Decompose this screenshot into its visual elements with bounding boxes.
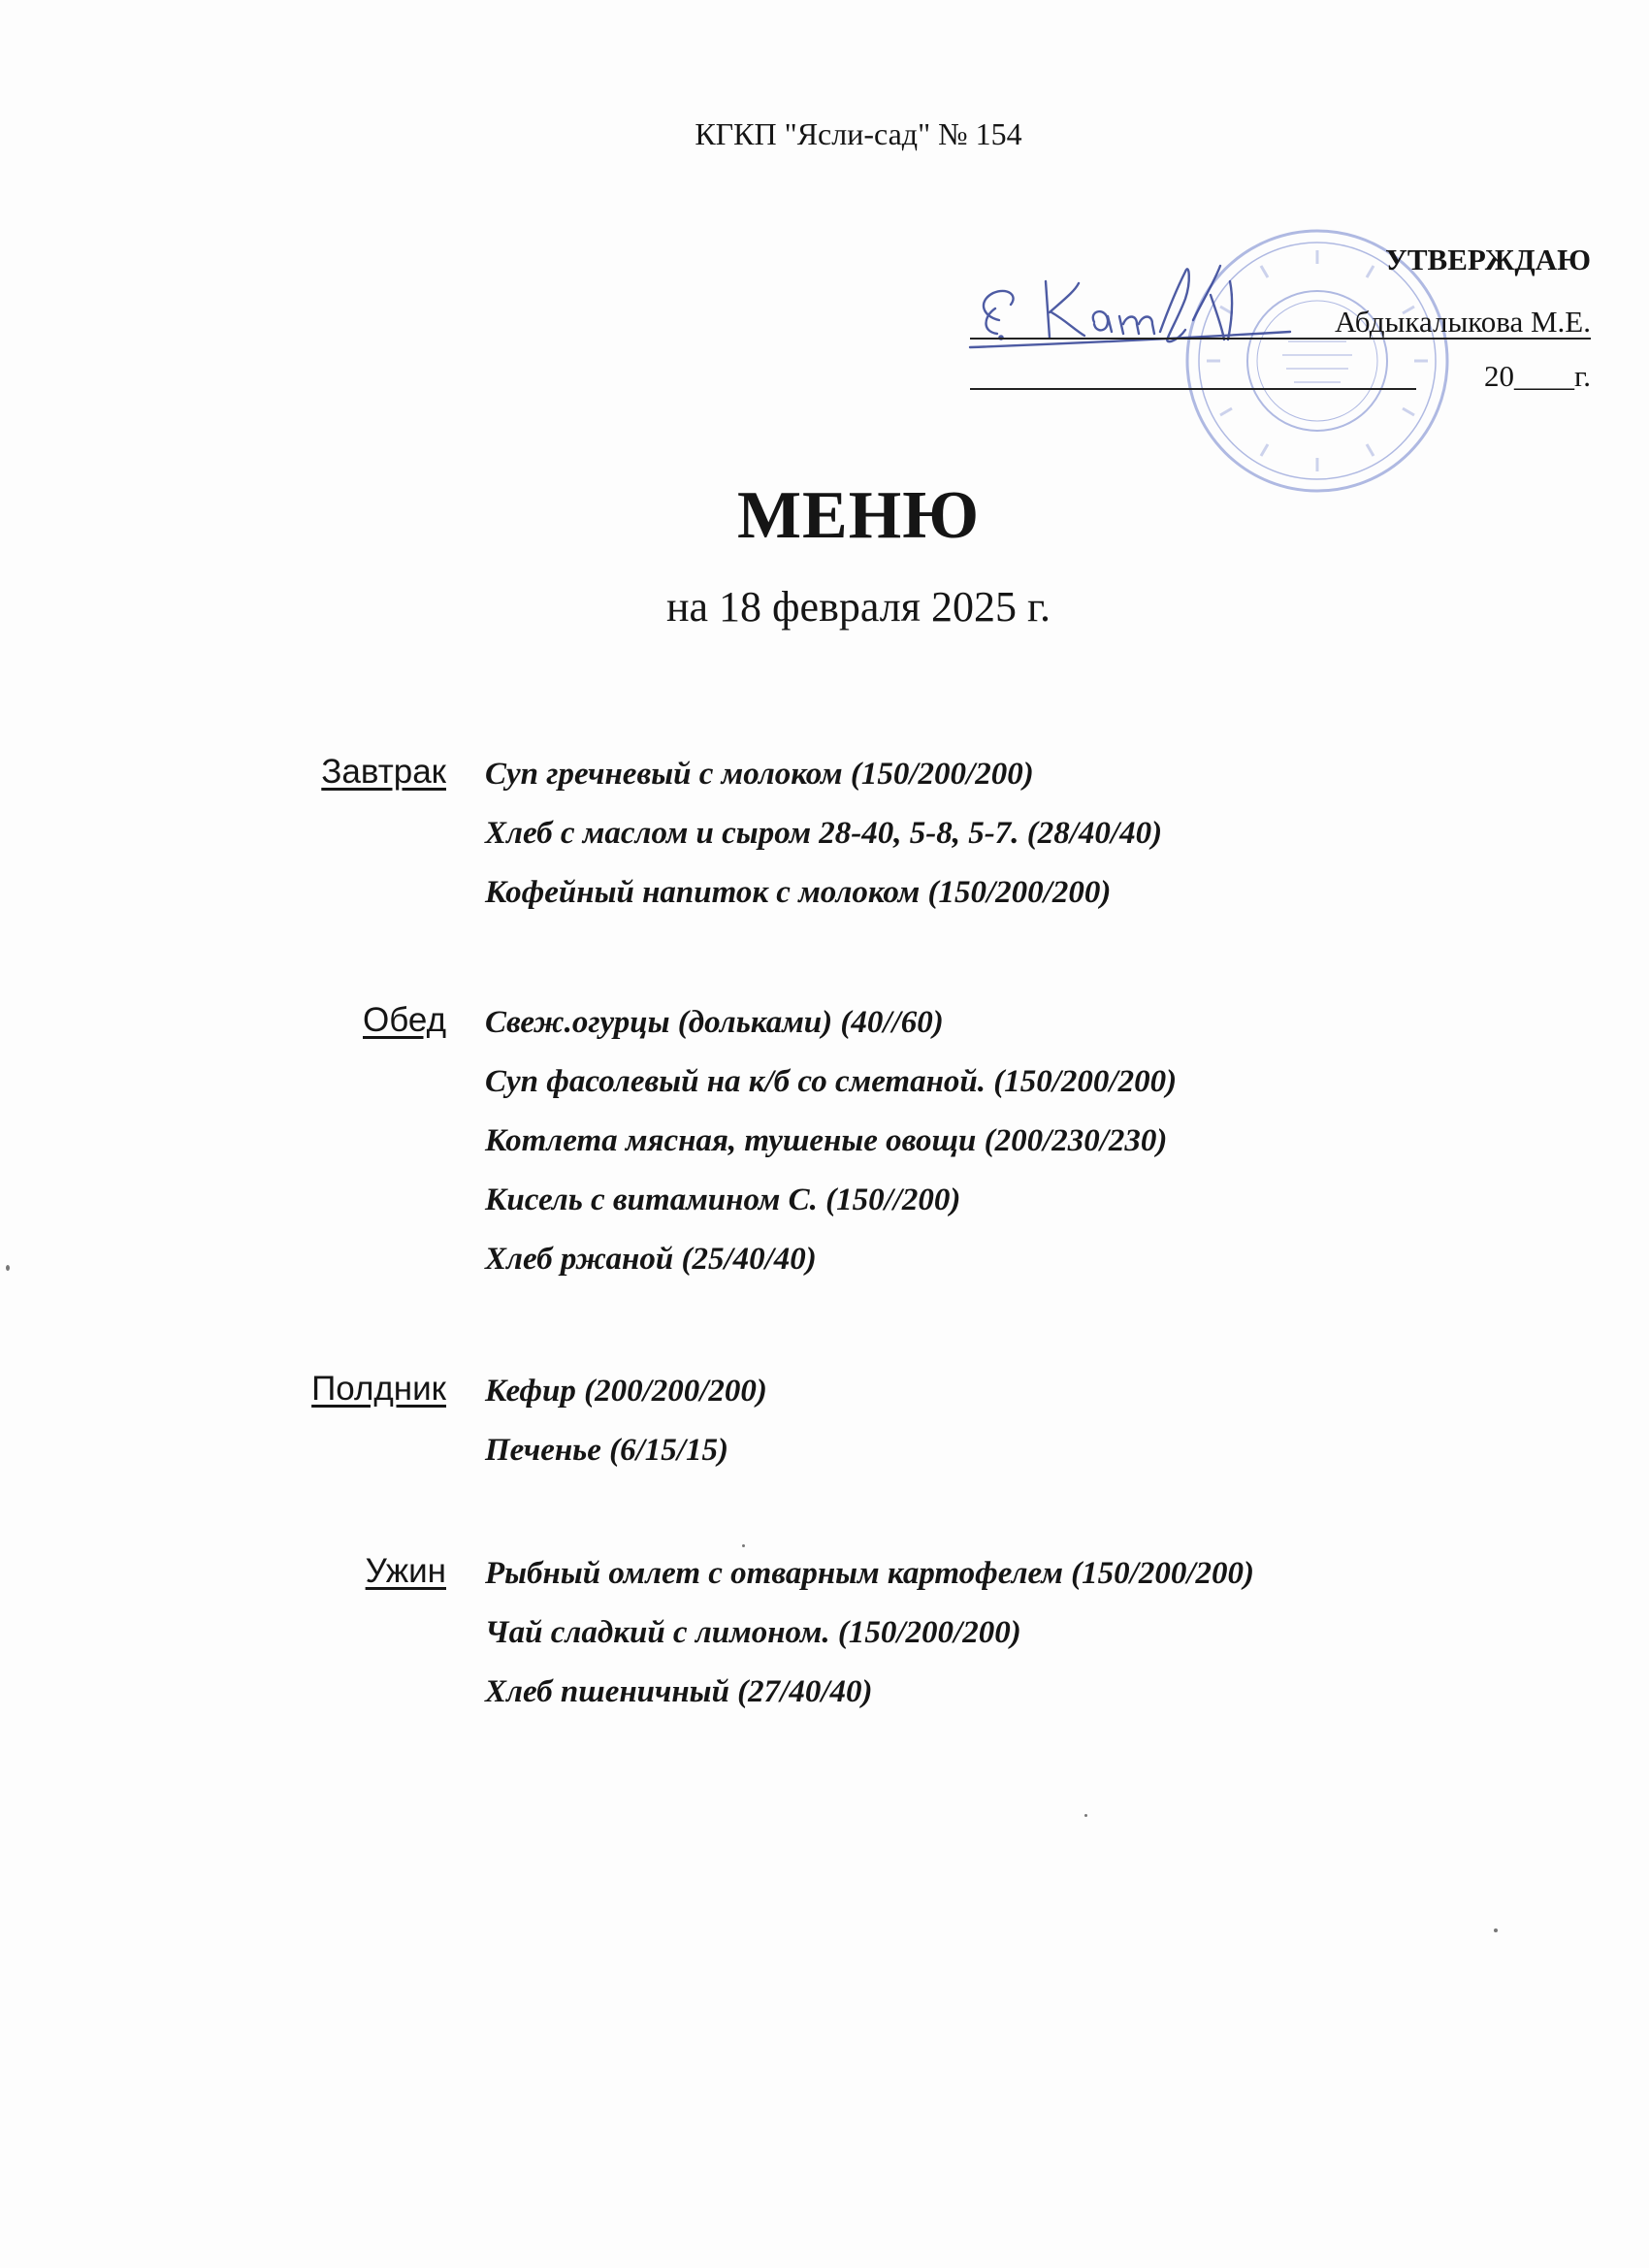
dish-list <box>485 1003 1177 1299</box>
meal-label: Завтрак <box>321 753 446 791</box>
meal-label: Обед <box>363 1001 446 1039</box>
menu-title: МЕНЮ <box>736 478 981 553</box>
dish-item: Свеж.огурцы (дольками) (40//60) <box>485 1005 944 1040</box>
menu-date: на 18 февраля 2025 г. <box>665 583 1051 631</box>
dish-item: Хлеб ржаной (25/40/40) <box>485 1242 817 1277</box>
dish-item: Кисель с витамином С. (150//200) <box>485 1183 961 1217</box>
dish-list <box>485 755 1162 932</box>
dish-list <box>485 1372 767 1490</box>
dish-item: Чай сладкий с лимоном. (150/200/200) <box>485 1615 1021 1650</box>
scan-speck <box>1494 1928 1498 1932</box>
approver-name: Абдыкалыкова М.Е. <box>1334 305 1591 339</box>
dish-item: Кефир (200/200/200) <box>485 1374 767 1409</box>
dish-item: Суп фасолевый на к/б со сметаной. (150/200/200) <box>485 1064 1178 1099</box>
meal-label: Полдник <box>311 1370 446 1408</box>
dish-list <box>485 1554 1254 1732</box>
dish-item: Печенье (6/15/15) <box>485 1433 728 1468</box>
dish-item: Рыбный омлет с отварным картофелем (150/200/200) <box>485 1556 1254 1591</box>
dish-item: Кофейный напиток с молоком (150/200/200) <box>485 875 1112 910</box>
scan-speck <box>742 1544 745 1547</box>
organization-name: КГКП "Ясли-сад" № 154 <box>695 116 1022 151</box>
scan-speck <box>6 1265 10 1271</box>
approval-block <box>970 243 1591 398</box>
meal-label: Ужин <box>365 1552 446 1590</box>
dish-item: Суп гречневый с молоком (150/200/200) <box>485 757 1034 792</box>
scan-speck <box>1084 1814 1087 1817</box>
date-line <box>970 388 1416 390</box>
dish-item: Котлета мясная, тушеные овощи (200/230/230) <box>485 1123 1168 1158</box>
dish-item: Хлеб пшеничный (27/40/40) <box>485 1674 873 1709</box>
approval-date: 20____г. <box>1484 359 1591 393</box>
dish-item: Хлеб с маслом и сыром 28-40, 5-8, 5-7. (28/40/40) <box>485 816 1163 851</box>
approval-title: УТВЕРЖДАЮ <box>1385 243 1591 276</box>
